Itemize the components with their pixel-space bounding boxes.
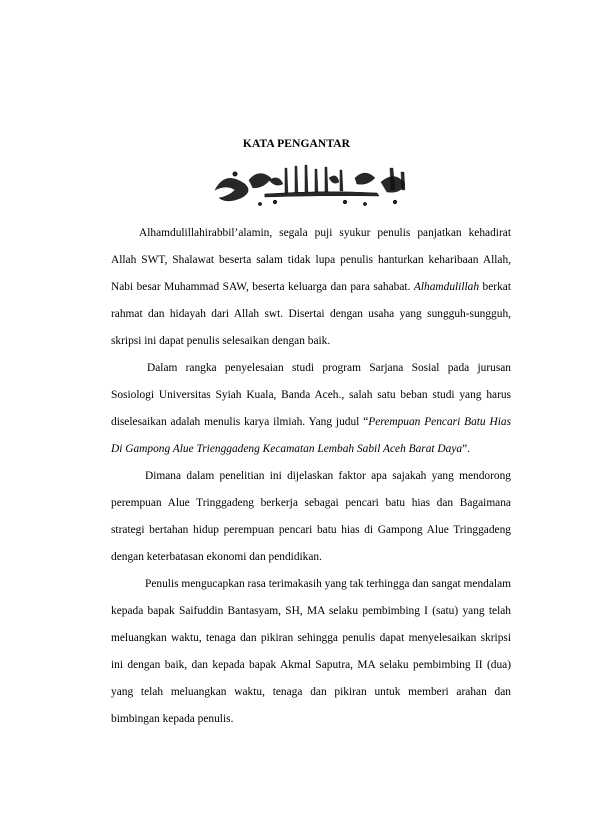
italic-text: Alhamdulillah xyxy=(413,281,480,293)
text-segment: Dalam rangka penyelesaian studi program Sarjana Sosial pada jurusan Sosiologi Universitas Syiah Kuala, Banda Aceh., salah satu beban studi yang harus diselesaikan adalah menulis karya ilmiah. Yang judul “ xyxy=(111,362,511,428)
body-text xyxy=(111,220,511,733)
text-segment: ”. xyxy=(462,443,470,455)
text-segment: Dimana dalam penelitian ini dijelaskan faktor apa sajakah yang mendorong perempuan Alue Tringgadeng berkerja sebagai pencari batu hias dan Bagaimana strategi bertahan hidup perempuan pencari batu hias di Gampong Alue Tringgadeng dengan keterbatasan ekonomi dan pendidikan. xyxy=(111,470,511,563)
paragraph xyxy=(111,463,511,571)
page-title: KATA PENGANTAR xyxy=(242,138,351,150)
text-segment: berkat rahmat dan hidayah dari Allah swt. Disertai dengan usaha yang sungguh-sungguh, skripsi ini dapat penulis selesaikan dengan baik. xyxy=(111,281,511,347)
italic-text: Perempuan Pencari Batu Hias Di Gampong Alue Trienggadeng Kecamatan Lembah Sabil Aceh Barat Daya xyxy=(111,416,511,455)
text-segment: Alhamdulillahirabbil’alamin, segala puji syukur penulis panjatkan kehadirat Allah SWT, Shalawat beserta salam tidak lupa penulis hanturkan keharibaan Allah, Nabi besar Muhammad SAW, beserta keluarga dan para sahabat. xyxy=(111,227,511,293)
paragraph xyxy=(111,355,511,463)
paragraph xyxy=(111,220,511,355)
text-segment: Penulis mengucapkan rasa terimakasih yang tak terhingga dan sangat mendalam kepada bapak Saifuddin Bantasyam, SH, MA selaku pembimbing I (satu) yang telah meluangkan waktu, tenaga dan pikiran sehingga penulis dapat menyelesaikan skripsi ini dengan baik, dan kepada bapak Akmal Saputra, MA selaku pembimbing II (dua) yang telah meluangkan waktu, tenaga dan pikiran untuk memberi arahan dan bimbingan kepada penulis. xyxy=(111,578,511,725)
bismillah-calligraphy xyxy=(205,160,415,210)
paragraph xyxy=(111,571,511,733)
